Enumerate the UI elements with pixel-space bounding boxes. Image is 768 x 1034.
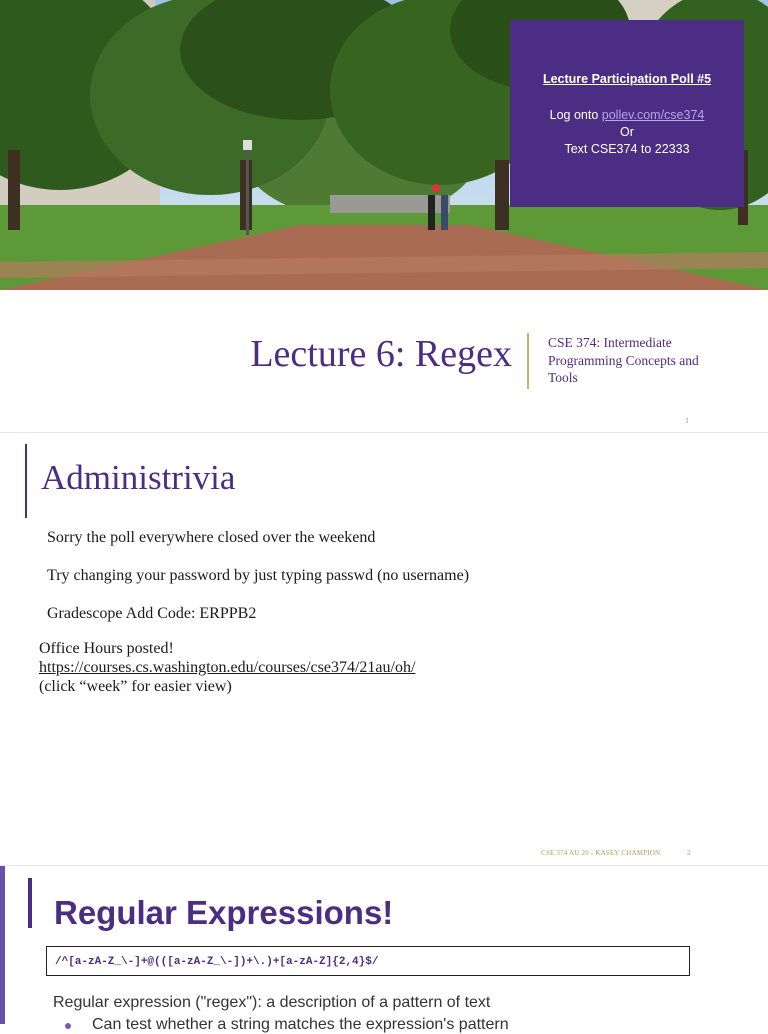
slide-heading: Administrivia [41,458,236,497]
slide-number: 2 [687,849,691,857]
slide-1 [0,0,768,432]
poll-text-instruction: Text CSE374 to 22333 [564,142,690,156]
course-name: CSE 374: Intermediate Programming Concepts and Tools [548,335,699,385]
slide-side-bar [0,866,5,1024]
regex-example-box [46,946,690,976]
regex-example: /^[a-zA-Z_\-]+@(([a-zA-Z_\-])+\.)+[a-zA-Z]{2,4}$/ [55,956,379,968]
slide-2 [0,433,768,865]
poll-login-line [510,108,744,122]
regex-description: Regular expression ("regex"): a description of a pattern of text [53,994,491,1011]
office-hours-hint: (click “week” for easier view) [39,678,232,695]
bullet-dot-icon [65,1023,71,1029]
lecture-title: Lecture 6: Regex [250,333,512,375]
sub-bullet: Can test whether a string matches the expression's pattern [92,1016,509,1033]
bullet-item: Try changing your password by just typing passwd (no username) [47,567,470,584]
slide-heading: Regular Expressions! [54,894,394,931]
slide-3 [0,866,768,1033]
office-hours-block [39,639,415,696]
heading-accent-bar [25,444,27,518]
poll-link[interactable]: pollev.com/cse374 [601,108,705,122]
office-hours-link[interactable]: https://courses.cs.washington.edu/courses/cse374/21au/oh/ [39,659,416,676]
slide-number: 1 [685,416,689,425]
title-divider [527,333,529,389]
poll-login-prefix: Log onto [549,108,602,122]
slide-footer: CSE 374 AU 20 - KASEY CHAMPION [541,849,661,857]
poll-box [510,20,744,207]
bullet-item: Gradescope Add Code: ERPPB2 [47,605,257,622]
bullet-item: Sorry the poll everywhere closed over the weekend [47,529,376,546]
heading-accent-bar [28,878,32,928]
office-hours-label: Office Hours posted! [39,640,174,657]
poll-title: Lecture Participation Poll #5 [542,72,712,86]
poll-or: Or [620,125,634,139]
